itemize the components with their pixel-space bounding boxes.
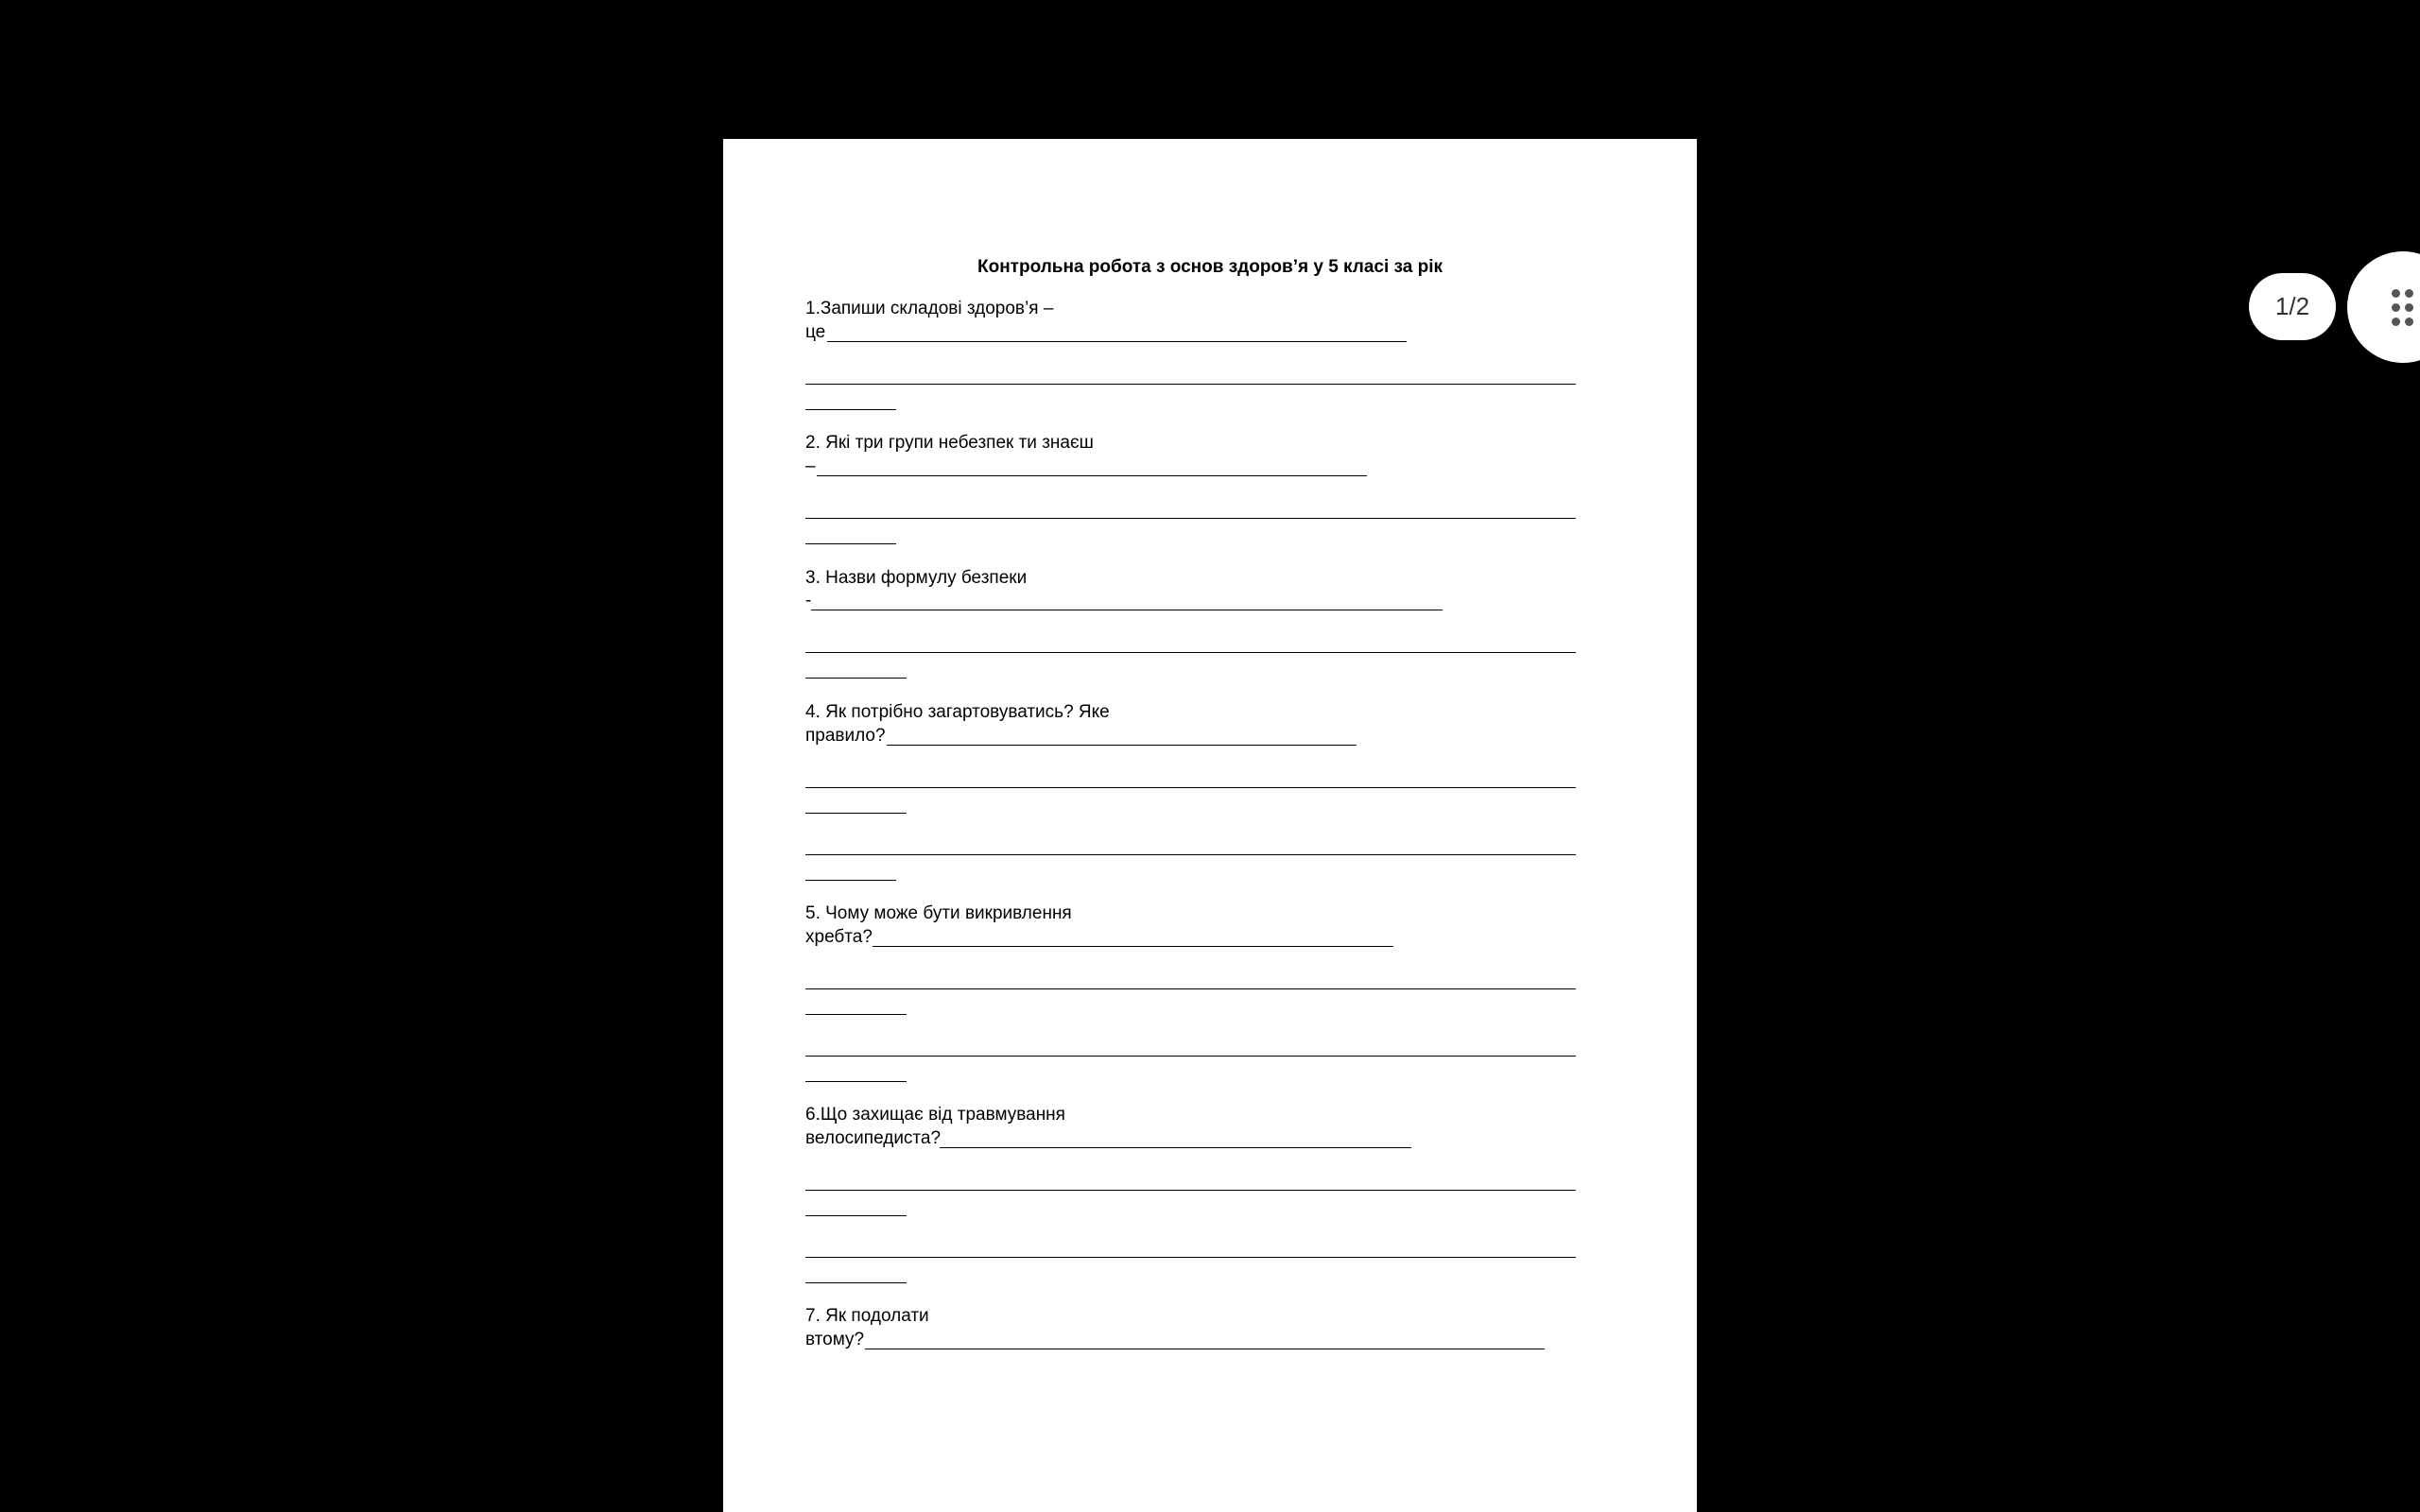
document-title: Контрольна робота з основ здоров’я у 5 класі за рік xyxy=(977,257,1443,277)
question-3-text: 3. Назви формулу безпеки xyxy=(805,568,1028,588)
question-4-text: 4. Як потрібно загартовуватись? Яке xyxy=(805,702,1110,722)
answer-line xyxy=(873,946,1393,947)
question-1-prompt: це xyxy=(805,322,826,342)
document-page[interactable] xyxy=(723,139,1697,1512)
answer-line xyxy=(940,1147,1411,1148)
answer-line xyxy=(805,1056,1576,1057)
answer-line xyxy=(805,1081,907,1082)
question-4-prompt: правило? xyxy=(805,726,886,746)
answer-line xyxy=(817,475,1367,476)
answer-line xyxy=(805,384,1576,385)
answer-line xyxy=(805,1190,1576,1191)
answer-line xyxy=(805,543,896,544)
answer-line xyxy=(805,1282,907,1283)
answer-line xyxy=(827,341,1407,342)
answer-line xyxy=(805,880,896,881)
answer-line xyxy=(805,652,1576,653)
question-7-text: 7. Як подолати xyxy=(805,1306,929,1326)
grid-menu-button[interactable] xyxy=(2347,251,2420,363)
answer-line xyxy=(805,1215,907,1216)
answer-line xyxy=(805,678,907,679)
question-1-text: 1.Запиши складові здоров’я – xyxy=(805,299,1054,318)
question-6-text: 6.Що захищає від травмування xyxy=(805,1105,1065,1125)
answer-line xyxy=(805,787,1576,788)
question-6-prompt: велосипедиста? xyxy=(805,1128,942,1148)
question-2-text: 2. Які три групи небезпек ти знаєш xyxy=(805,433,1094,453)
question-5-prompt: хребта? xyxy=(805,927,873,947)
answer-line xyxy=(887,745,1357,746)
question-7-prompt: втому? xyxy=(805,1330,865,1349)
answer-line xyxy=(805,854,1576,855)
answer-line xyxy=(805,1257,1576,1258)
answer-line xyxy=(805,988,1576,989)
answer-line xyxy=(805,409,896,410)
answer-line xyxy=(805,1014,907,1015)
answer-line xyxy=(805,518,1576,519)
grid-dots-icon xyxy=(2392,289,2420,327)
question-3-prompt: - xyxy=(805,591,812,610)
question-2-prompt: – xyxy=(805,456,816,476)
question-5-text: 5. Чому може бути викривлення xyxy=(805,903,1072,923)
answer-line xyxy=(805,813,907,814)
page-counter: 1/2 xyxy=(2249,273,2336,340)
